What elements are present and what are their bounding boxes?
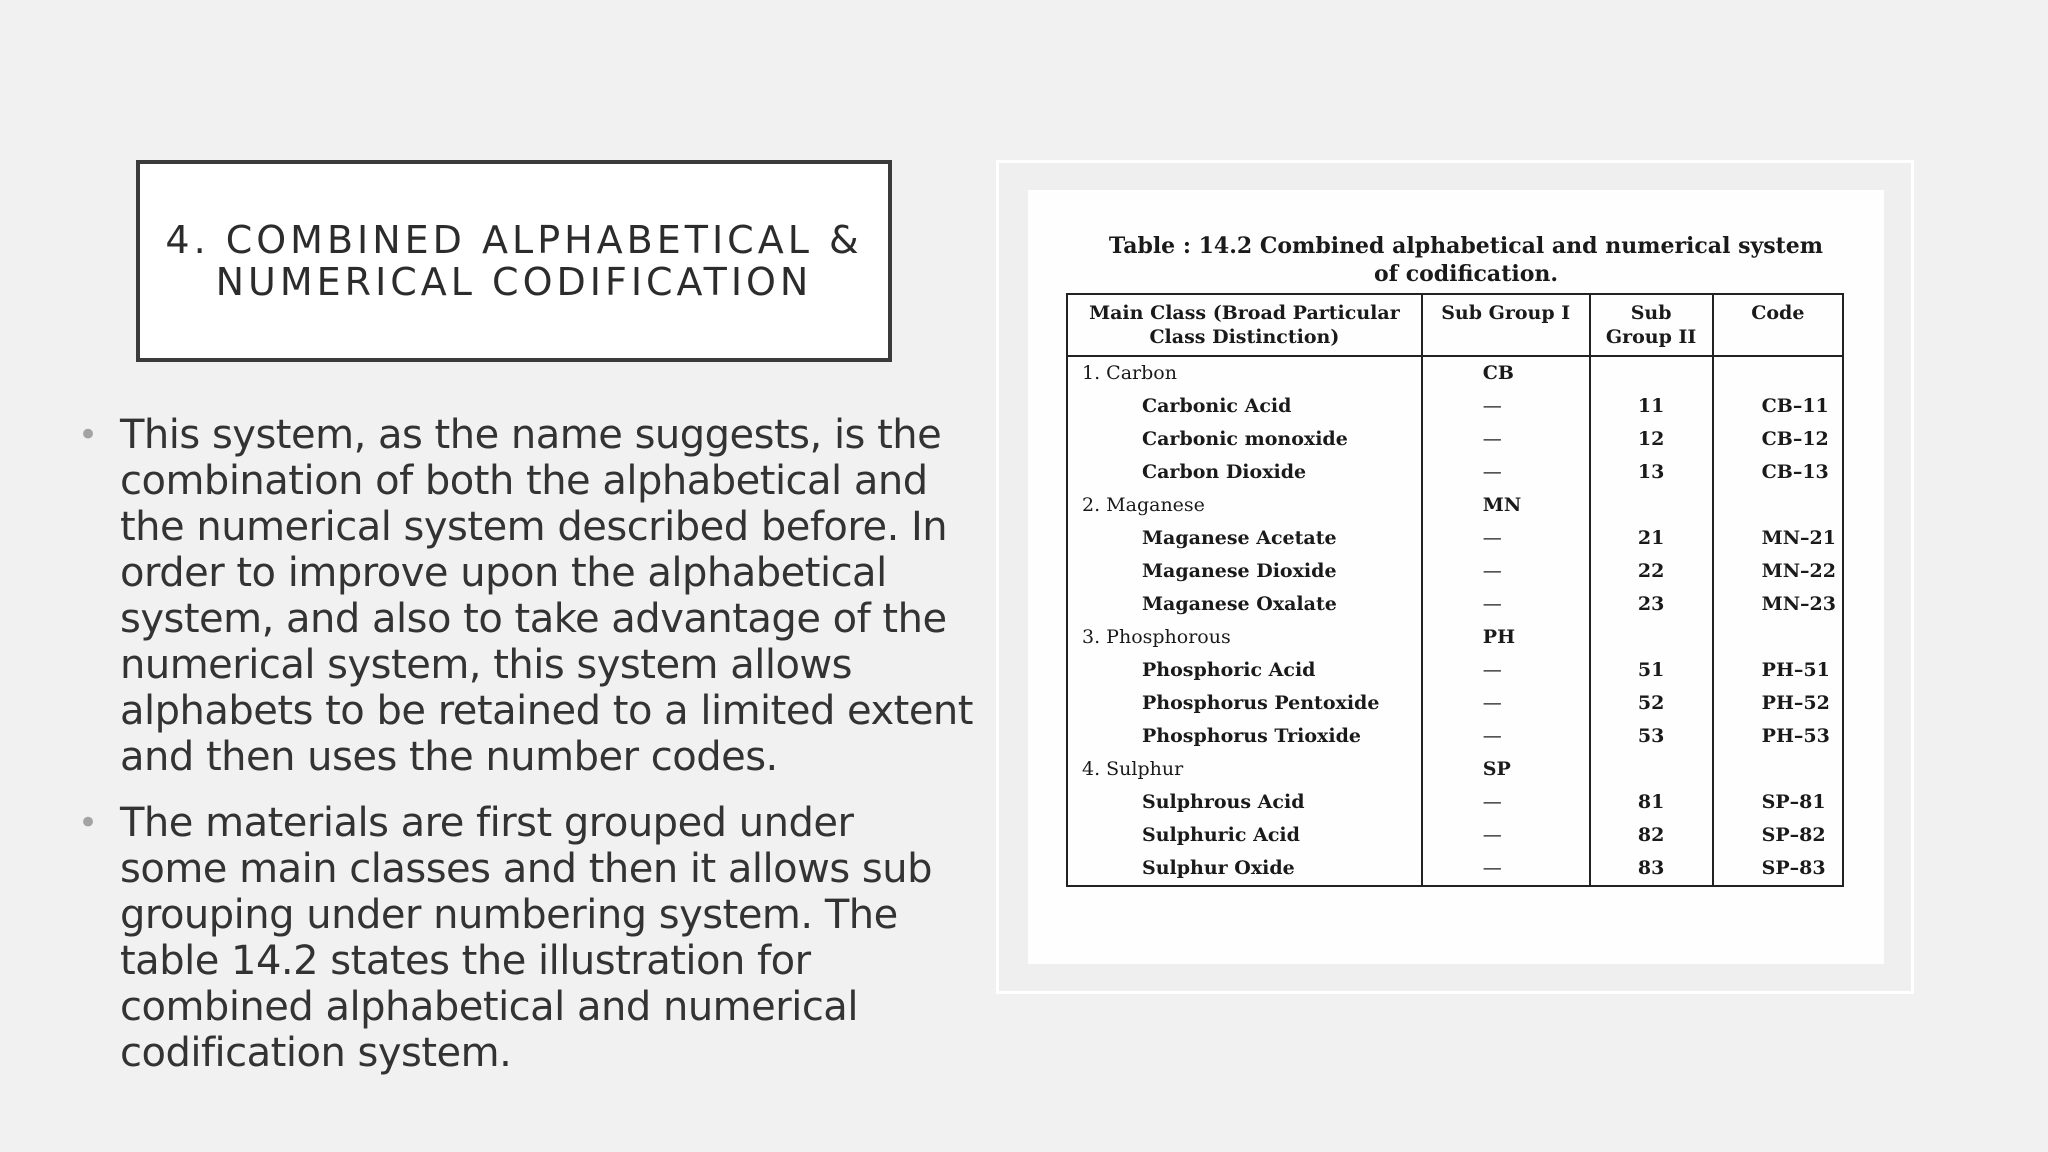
cell-sub-group-2: 51 <box>1590 654 1713 687</box>
slide-title-line: 4. COMBINED ALPHABETICAL & <box>165 218 863 262</box>
cell-sub-group-1: — <box>1422 852 1590 886</box>
cell-name: 3. Phosphorous <box>1067 621 1422 654</box>
table-row-main-class <box>1067 356 1843 390</box>
cell-name: 4. Sulphur <box>1067 753 1422 786</box>
bullet-text-line: system, and also to take advantage of the <box>120 596 947 642</box>
cell-code: PH–53 <box>1761 725 1830 747</box>
cell-code: MN–21 <box>1761 527 1836 549</box>
cell-sub-group-1: — <box>1422 687 1590 720</box>
cell-code <box>1713 356 1843 390</box>
cell-sub-group-2 <box>1590 356 1713 390</box>
table-row-main-class <box>1067 489 1843 522</box>
cell-sub-group-2: 11 <box>1590 390 1713 423</box>
bullet-text-line: and then uses the number codes. <box>120 734 778 780</box>
cell-code: PH–51 <box>1761 659 1830 681</box>
cell-sub-group-1: PH <box>1422 621 1590 654</box>
cell-sub-group-2: 81 <box>1590 786 1713 819</box>
table-row-sub-item <box>1067 786 1843 819</box>
cell-sub-group-2: 82 <box>1590 819 1713 852</box>
slide-title <box>165 219 862 303</box>
table-row-sub-item <box>1067 654 1843 687</box>
table-caption <box>1066 232 1866 288</box>
table-header-row <box>1067 294 1843 356</box>
cell-sub-group-1: — <box>1422 819 1590 852</box>
bullet-marker: • <box>78 803 98 843</box>
bullet-text-line: The materials are first grouped under <box>120 800 854 846</box>
cell-sub-group-2: 21 <box>1590 522 1713 555</box>
cell-sub-group-2: 52 <box>1590 687 1713 720</box>
table-row-sub-item <box>1067 687 1843 720</box>
cell-sub-group-2: 83 <box>1590 852 1713 886</box>
cell-name: Maganese Acetate <box>1067 522 1422 555</box>
cell-sub-group-1: — <box>1422 786 1590 819</box>
cell-sub-group-2 <box>1590 489 1713 522</box>
table-row-sub-item <box>1067 423 1843 456</box>
table-row-main-class <box>1067 753 1843 786</box>
table-body <box>1067 356 1843 886</box>
cell-name: Maganese Oxalate <box>1067 588 1422 621</box>
table-row-main-class <box>1067 621 1843 654</box>
bullet-item <box>72 800 972 1076</box>
cell-name: Maganese Dioxide <box>1067 555 1422 588</box>
bullet-marker: • <box>78 415 98 455</box>
cell-code <box>1713 489 1843 522</box>
cell-sub-group-1: — <box>1422 588 1590 621</box>
table-row-sub-item <box>1067 720 1843 753</box>
cell-name: Phosphorus Trioxide <box>1067 720 1422 753</box>
cell-name: Carbonic Acid <box>1067 390 1422 423</box>
cell-name: Sulphuric Acid <box>1067 819 1422 852</box>
bullet-text-line: some main classes and then it allows sub <box>120 846 932 892</box>
header-main-class: Main Class (Broad Particular Class Distinction) <box>1067 294 1422 356</box>
cell-sub-group-1: — <box>1422 423 1590 456</box>
bullet-item <box>72 412 972 780</box>
table-caption-line: Table : 14.2 Combined alphabetical and numerical system <box>1108 233 1824 259</box>
cell-code <box>1713 621 1843 654</box>
cell-code: CB–11 <box>1761 395 1829 417</box>
cell-name: Carbonic monoxide <box>1067 423 1422 456</box>
bullet-text-line: numerical system, this system allows <box>120 642 852 688</box>
codification-table <box>1066 293 1844 887</box>
cell-code: SP–82 <box>1761 824 1826 846</box>
cell-sub-group-2 <box>1590 753 1713 786</box>
cell-sub-group-2 <box>1590 621 1713 654</box>
cell-name: Phosphoric Acid <box>1067 654 1422 687</box>
bullet-text-line: grouping under numbering system. The <box>120 892 898 938</box>
cell-name: Sulphur Oxide <box>1067 852 1422 886</box>
cell-sub-group-1: — <box>1422 390 1590 423</box>
cell-code: PH–52 <box>1761 692 1830 714</box>
cell-sub-group-1: — <box>1422 522 1590 555</box>
cell-code: SP–83 <box>1761 857 1826 879</box>
cell-name: 2. Maganese <box>1067 489 1422 522</box>
bullet-text-line: This system, as the name suggests, is the <box>120 412 942 458</box>
cell-sub-group-1: — <box>1422 654 1590 687</box>
table-row-sub-item <box>1067 852 1843 886</box>
header-sub-group-2: Sub Group II <box>1590 294 1713 356</box>
cell-code: SP–81 <box>1761 791 1826 813</box>
bullet-text-line: table 14.2 states the illustration for <box>120 938 811 984</box>
cell-sub-group-2: 53 <box>1590 720 1713 753</box>
table-row-sub-item <box>1067 456 1843 489</box>
header-code: Code <box>1713 294 1843 356</box>
cell-sub-group-2: 13 <box>1590 456 1713 489</box>
bullet-text-line: the numerical system described before. In <box>120 504 948 550</box>
bullet-text-line: alphabets to be retained to a limited extent <box>120 688 973 734</box>
cell-name: Sulphrous Acid <box>1067 786 1422 819</box>
cell-sub-group-2: 12 <box>1590 423 1713 456</box>
table-row-sub-item <box>1067 819 1843 852</box>
bullet-text-line: codification system. <box>120 1030 512 1076</box>
cell-sub-group-1: SP <box>1422 753 1590 786</box>
cell-code <box>1713 753 1843 786</box>
cell-name: Carbon Dioxide <box>1067 456 1422 489</box>
bullet-text-line: combined alphabetical and numerical <box>120 984 858 1030</box>
cell-code: CB–13 <box>1761 461 1829 483</box>
cell-sub-group-2: 23 <box>1590 588 1713 621</box>
cell-sub-group-1: MN <box>1422 489 1590 522</box>
cell-sub-group-1: CB <box>1422 356 1590 390</box>
bullet-text-line: order to improve upon the alphabetical <box>120 550 887 596</box>
bullet-list <box>72 412 972 1096</box>
table-row-sub-item <box>1067 522 1843 555</box>
table-caption-line: of codification. <box>1373 261 1559 287</box>
table-row-sub-item <box>1067 555 1843 588</box>
cell-code: MN–22 <box>1761 560 1836 582</box>
cell-name: Phosphorus Pentoxide <box>1067 687 1422 720</box>
cell-code: MN–23 <box>1761 593 1836 615</box>
bullet-text-line: combination of both the alphabetical and <box>120 458 928 504</box>
table-row-sub-item <box>1067 390 1843 423</box>
cell-sub-group-1: — <box>1422 720 1590 753</box>
cell-name: 1. Carbon <box>1067 356 1422 390</box>
table-row-sub-item <box>1067 588 1843 621</box>
cell-sub-group-2: 22 <box>1590 555 1713 588</box>
slide-title-line: NUMERICAL CODIFICATION <box>215 260 813 304</box>
header-sub-group-1: Sub Group I <box>1422 294 1590 356</box>
cell-sub-group-1: — <box>1422 555 1590 588</box>
slide-title-box <box>136 160 892 362</box>
cell-sub-group-1: — <box>1422 456 1590 489</box>
cell-code: CB–12 <box>1761 428 1829 450</box>
